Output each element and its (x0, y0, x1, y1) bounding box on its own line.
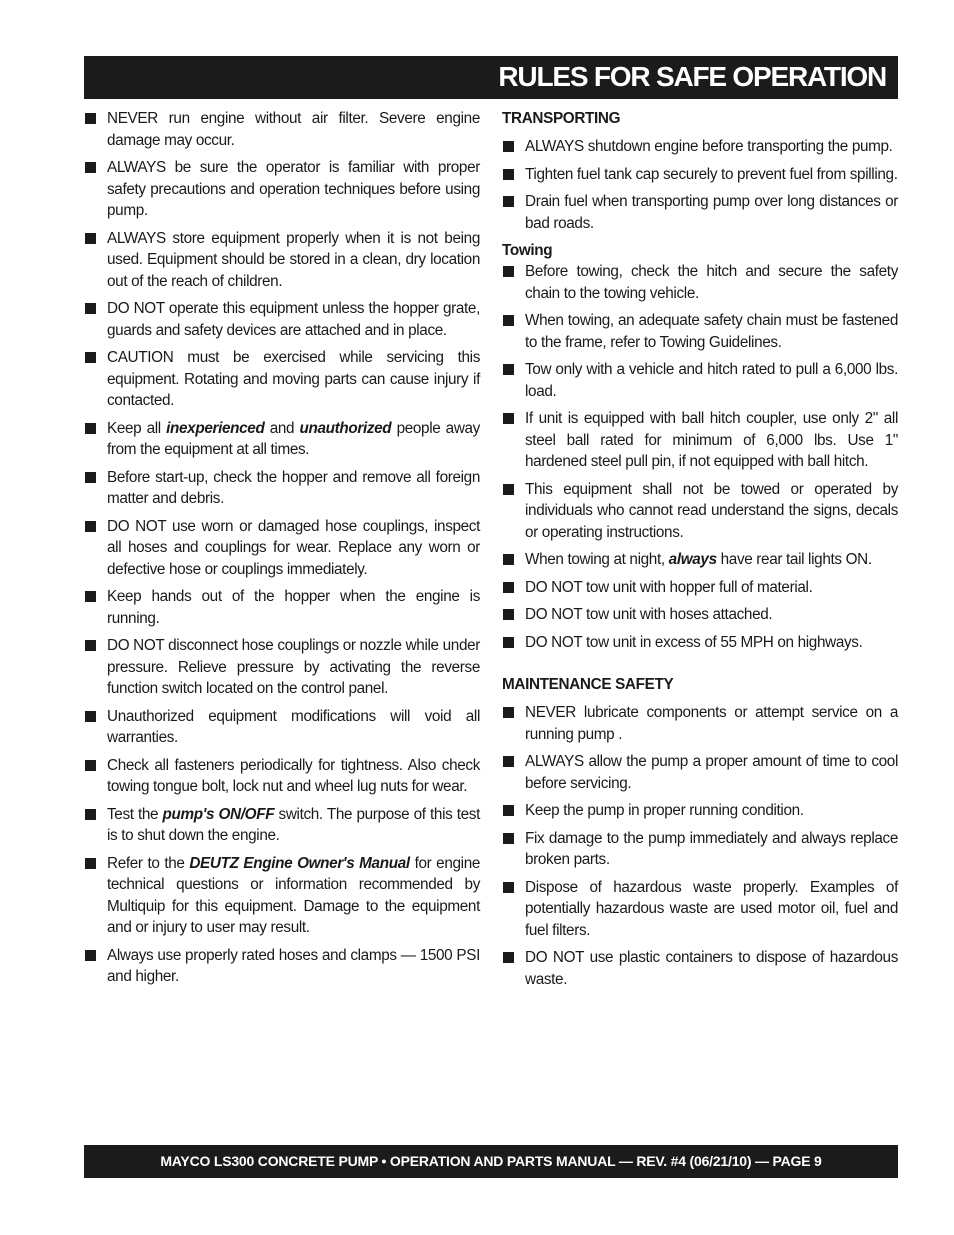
square-bullet-icon (85, 352, 96, 363)
bullet-item (502, 604, 898, 626)
square-bullet-icon (503, 141, 514, 152)
bullet-item (84, 706, 480, 749)
bullet-text: inexperienced (166, 419, 265, 437)
bullet-text: Before start-up, check the hopper and remove all foreign matter and debris. (107, 468, 480, 507)
bullet-item (502, 359, 898, 402)
square-bullet-icon (503, 315, 514, 326)
bullet-text: Keep the pump in proper running condition. (525, 802, 804, 819)
bullet-text: ALWAYS (107, 159, 166, 176)
bullet-item (502, 702, 898, 745)
bullet-item (502, 877, 898, 942)
bullet-text: Unauthorized equipment modifications will void all warranties. (107, 707, 480, 746)
bullet-text: ALWAYS (525, 138, 584, 155)
bullet-text: Keep hands out of the hopper when the engine is running. (107, 588, 480, 627)
square-bullet-icon (503, 637, 514, 648)
square-bullet-icon (503, 364, 514, 375)
square-bullet-icon (85, 113, 96, 124)
square-bullet-icon (85, 950, 96, 961)
bullet-item (502, 800, 898, 822)
bullet-text: run engine without air filter. Severe engine damage may occur. (107, 110, 480, 149)
bullet-text: CAUTION (107, 349, 174, 366)
bullet-item (502, 577, 898, 599)
square-bullet-icon (503, 833, 514, 844)
page-footer: MAYCO LS300 CONCRETE PUMP • OPERATION AND PARTS MANUAL — REV. #4 (06/21/10) — PAGE 9 (84, 1145, 898, 1178)
bullet-item (84, 945, 480, 988)
square-bullet-icon (503, 266, 514, 277)
square-bullet-icon (503, 707, 514, 718)
square-bullet-icon (503, 413, 514, 424)
square-bullet-icon (503, 609, 514, 620)
square-bullet-icon (503, 952, 514, 963)
bullet-text: Always use properly rated hoses and clamps — 1500 PSI and higher. (107, 946, 480, 985)
bullet-text: pump's ON/OFF (162, 805, 275, 823)
square-bullet-icon (85, 521, 96, 532)
bullet-item (84, 228, 480, 293)
transporting-list (502, 136, 898, 234)
bullet-item (84, 755, 480, 798)
bullet-item (84, 586, 480, 629)
bullet-text: unauthorized (299, 419, 392, 437)
square-bullet-icon (85, 809, 96, 820)
bullet-item (84, 516, 480, 581)
bullet-text: Before towing, check the hitch and secure the safety chain to the towing vehicle. (525, 263, 898, 302)
bullet-text: DO NOT (525, 578, 583, 596)
bullet-item (502, 632, 898, 654)
bullet-text: switch. The purpose of this test is to shut down the engine. (107, 805, 481, 844)
square-bullet-icon (85, 423, 96, 434)
maintenance-heading: MAINTENANCE SAFETY (502, 676, 674, 693)
bullet-text: . (867, 551, 872, 568)
bullet-text: tow unit in excess of (582, 633, 721, 651)
bullet-text: When towing, an adequate safety chain must be fastened to the frame, refer to Towing Guidelines. (525, 312, 898, 351)
bullet-text: This equipment shall not be towed or operated by individuals who cannot read understand the signs, decals or operating instructions. (525, 480, 898, 541)
square-bullet-icon (85, 162, 96, 173)
bullet-item (84, 853, 480, 939)
towing-heading: Towing (502, 242, 553, 259)
bullet-text: 55 MPH (720, 633, 774, 651)
bullet-text: for engine technical questions or information recommended by Multiquip for this equipment. Damage to the equipment and or injury to user may result. (107, 854, 481, 936)
square-bullet-icon (503, 882, 514, 893)
bullet-item (84, 635, 480, 700)
bullet-text: have rear tail lights (716, 551, 846, 568)
bullet-text: on highways. (773, 633, 863, 651)
bullet-item (502, 479, 898, 544)
bullet-text: and (264, 419, 300, 437)
bullet-text: lubricate components or attempt service on a running pump . (525, 704, 898, 743)
bullet-text: ALWAYS (525, 753, 584, 770)
bullet-text: DO NOT (107, 300, 165, 317)
bullet-text: DO NOT (525, 633, 583, 651)
bullet-text: Tow only with a vehicle and hitch rated to pull a 6,000 lbs. load. (525, 361, 898, 400)
bullet-text: be sure the operator is familiar with proper safety precautions and operation techniques before using pump. (107, 159, 480, 219)
bullet-item (84, 347, 480, 412)
square-bullet-icon (503, 554, 514, 565)
towing-list (502, 261, 898, 653)
bullet-text: always (668, 551, 717, 568)
square-bullet-icon (503, 805, 514, 816)
bullet-text: operate this equipment unless the hopper grate, guards and safety devices are attached and in place. (107, 300, 480, 339)
bullet-text: Drain fuel when transporting pump over long distances or bad roads. (525, 193, 898, 232)
bullet-text: DEUTZ Engine Owner's Manual (189, 854, 410, 872)
square-bullet-icon (85, 640, 96, 651)
bullet-text: Tighten fuel tank cap securely to prevent fuel from spilling. (525, 165, 898, 183)
bullet-text: Fix damage to the pump immediately and always replace broken parts. (525, 829, 898, 868)
left-column (84, 108, 480, 994)
bullet-text: tow unit with hoses attached. (582, 606, 773, 623)
bullet-item (502, 164, 898, 186)
square-bullet-icon (503, 582, 514, 593)
bullet-text: Dispose of hazardous waste properly. Examples of potentially hazardous waste are used motor oil, fuel and fuel filters. (525, 878, 898, 939)
bullet-text: DO NOT (107, 517, 167, 535)
bullet-text: Check all fasteners periodically for tightness. Also check towing tongue bolt, lock nut and wheel lug nuts for wear. (107, 756, 480, 795)
bullet-text: ALWAYS (107, 229, 166, 247)
square-bullet-icon (85, 711, 96, 722)
square-bullet-icon (85, 472, 96, 483)
bullet-text: DO NOT (525, 949, 584, 966)
square-bullet-icon (85, 760, 96, 771)
square-bullet-icon (85, 858, 96, 869)
bullet-item (502, 828, 898, 871)
page-title-bar (84, 56, 898, 99)
bullet-item (502, 310, 898, 353)
bullet-text: DO NOT (107, 637, 165, 654)
transporting-heading: TRANSPORTING (502, 110, 621, 127)
bullet-text: DO NOT (525, 606, 583, 623)
bullet-item (502, 751, 898, 794)
bullet-text: Keep all (107, 419, 167, 437)
bullet-text: If unit is equipped with ball hitch coupler, use only 2" all steel ball rated for minimum of 6,000 lbs. Use 1" hardened steel pull pin, if not equipped with ball hitch. (525, 410, 898, 470)
square-bullet-icon (85, 591, 96, 602)
bullet-item (502, 261, 898, 304)
square-bullet-icon (503, 169, 514, 180)
bullet-text: use plastic containers to dispose of hazardous waste. (525, 949, 899, 988)
bullet-text: NEVER (107, 110, 158, 127)
bullet-item (502, 408, 898, 473)
square-bullet-icon (503, 484, 514, 495)
bullet-item (84, 804, 480, 847)
bullet-item (502, 549, 898, 571)
bullet-text: must be exercised while servicing this equipment. Rotating and moving parts can cause injury if contacted. (107, 349, 480, 409)
bullet-text: store equipment properly when it is not being used. Equipment should be stored in a clean, dry location out of the reach of children. (107, 229, 480, 290)
bullet-item (502, 136, 898, 158)
bullet-text: use worn or damaged hose couplings, inspect all hoses and couplings for wear. Replace any worn or defective hose or couplings immediately. (107, 517, 481, 578)
square-bullet-icon (85, 303, 96, 314)
maintenance-list (502, 702, 898, 990)
bullet-item (84, 157, 480, 222)
bullet-text: When towing at night, (525, 551, 669, 568)
bullet-item (84, 467, 480, 510)
bullet-item (84, 108, 480, 151)
bullet-text: allow the pump a proper amount of time to cool before servicing. (525, 753, 898, 792)
square-bullet-icon (503, 196, 514, 207)
left-list (84, 108, 480, 988)
bullet-text: Refer to the (107, 854, 190, 872)
bullet-text: ON (845, 551, 868, 568)
bullet-item (84, 298, 480, 341)
right-column (502, 108, 898, 996)
bullet-text: tow unit with hopper full of material. (582, 578, 813, 596)
bullet-text: NEVER (525, 704, 576, 721)
bullet-item (502, 947, 898, 990)
bullet-text: shutdown engine before transporting the pump. (583, 138, 893, 155)
square-bullet-icon (85, 233, 96, 244)
bullet-text: Test the (107, 805, 163, 823)
bullet-item (502, 191, 898, 234)
bullet-item (84, 418, 480, 461)
square-bullet-icon (503, 756, 514, 767)
bullet-text: disconnect hose couplings or nozzle while under pressure. Relieve pressure by activating the reverse function switch located on the control panel. (107, 637, 481, 697)
bullet-text: people away from the equipment at all times. (107, 419, 480, 458)
page-title: RULES FOR SAFE OPERATION (498, 61, 886, 92)
